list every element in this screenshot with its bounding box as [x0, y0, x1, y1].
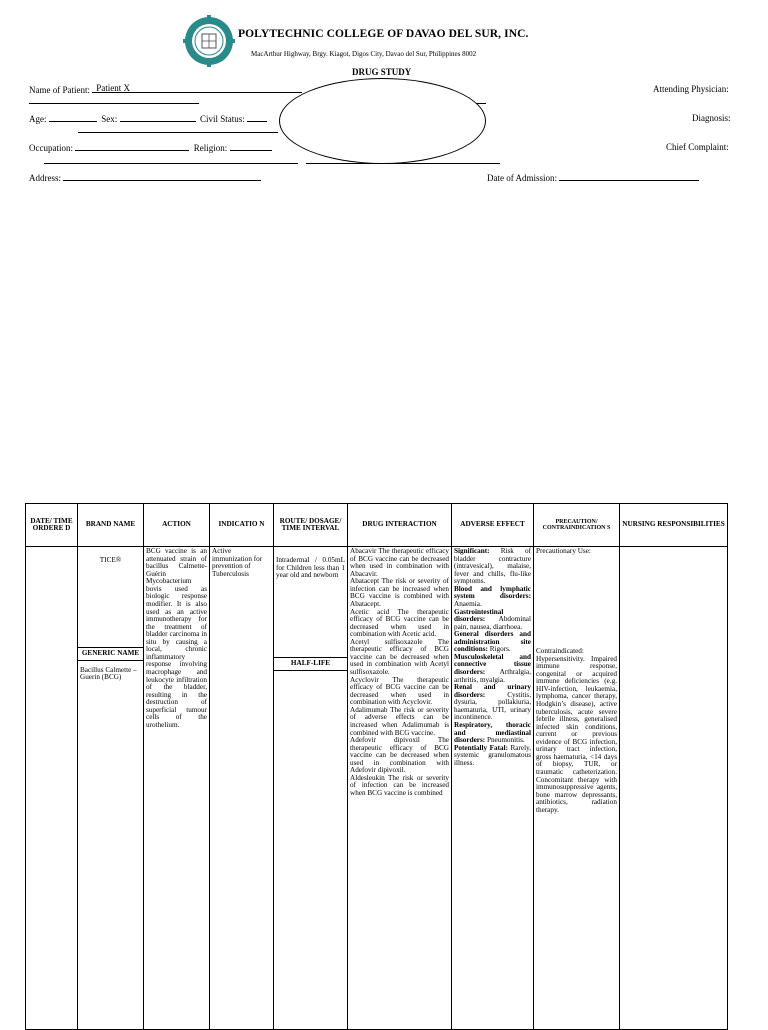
age-underline	[78, 132, 278, 133]
adverse-item: Significant: Risk of bladder contracture (intravesical), malaise, fever and chills, flu-like symptoms.	[454, 547, 531, 586]
sex-line[interactable]	[120, 113, 196, 122]
precaution-use: Precautionary Use:	[536, 547, 591, 555]
table-header-row	[26, 504, 728, 547]
college-logo	[183, 15, 235, 67]
cell-nursing	[620, 547, 728, 1030]
adverse-item: Renal and urinary disorders: Cystitis, dysuria, pollakiuria, haematuria, UTI, urinary incontinence.	[454, 683, 531, 722]
religion-line[interactable]	[230, 142, 272, 151]
adverse-item: Musculoskeletal and connective tissue disorders: Arthralgia, arthritis, myalgia.	[454, 652, 531, 684]
header-brand: BRAND NAME	[78, 504, 144, 547]
page-title: DRUG STUDY	[352, 67, 412, 77]
civil-status-label: Civil Status:	[200, 114, 245, 124]
interaction-item: Acyclovir The therapeutic efficacy of BCG vaccine can be decreased when used in combination with Acyclovir.	[350, 675, 449, 707]
name-line[interactable]	[92, 84, 302, 93]
header-precaution: PRECAUTION/ CONTRAINDICATION S	[534, 504, 620, 547]
interaction-item: Abatacept The risk or severity of infection can be increased when BCG vaccine is combined with Abatacept.	[350, 577, 449, 608]
redaction-ellipse	[279, 78, 486, 164]
header-adverse: ADVERSE EFFECT	[452, 504, 534, 547]
address-label: Address:	[29, 173, 61, 183]
adverse-item: Blood and lymphatic system disorders: Anaemia.	[454, 584, 531, 608]
name-label: Name of Patient:	[29, 85, 90, 95]
attending-physician-label: Attending Physician:	[653, 84, 729, 94]
name-field	[29, 84, 302, 95]
date-admission-label: Date of Admission:	[487, 173, 557, 183]
header-action: ACTION	[144, 504, 210, 547]
adverse-item: General disorders and administration site conditions: Rigors.	[454, 630, 531, 654]
diagnosis-label: Diagnosis:	[692, 113, 731, 123]
interaction-item: Acetic acid The therapeutic efficacy of BCG vaccine can be decreased when used in combination with Acetic acid.	[350, 607, 449, 639]
name-underline	[29, 103, 199, 104]
generic-name-value: Bacillus Calmette – Guerin (BCG)	[80, 665, 137, 682]
sex-label: Sex:	[101, 114, 118, 124]
cell-interaction	[348, 547, 452, 1030]
college-address: MacArthur Highway, Brgy. Kiagot, Digos City, Davao del Sur, Philippines 8002	[251, 50, 477, 58]
date-admission-field	[487, 172, 699, 183]
cell-date	[26, 547, 78, 1030]
cell-action: BCG vaccine is an attenuated strain of bacillus Calmette-Guérin Mycobacterium bovis used as biologic response modifier. It is also used as an active immunotherapy for the treatment of bladder carcinoma in situ by causing a local, chronic inflammatory response involving macrophage and leukocyte infiltration of the bladder, resulting in the destruction of superficial tumour cells of the urothelium.	[144, 547, 210, 1030]
cell-precaution	[534, 547, 620, 1030]
interaction-item: Aldesleukin The risk or severity of infection can be increased when BCG vaccine is combined	[350, 773, 449, 797]
age-label: Age:	[29, 114, 47, 124]
adverse-item: Potentially Fatal: Rarely, systemic granulomatous illness.	[454, 743, 531, 767]
name-value: Patient X	[96, 83, 130, 93]
occupation-religion-field	[29, 142, 272, 153]
interaction-item: Adefovir dipivoxil The therapeutic efficacy of BCG vaccine can be decreased when used in combination with Adefovir dipivoxil.	[350, 736, 449, 775]
half-life-header: HALF-LIFE	[274, 657, 347, 671]
drug-study-table	[25, 503, 728, 1030]
date-admission-line[interactable]	[559, 172, 699, 181]
chief-complaint-label: Chief Complaint:	[666, 142, 729, 152]
age-sex-civil-field	[29, 113, 267, 124]
cell-indication: Active immunization for prevention of Tuberculosis	[210, 547, 274, 1030]
address-line[interactable]	[63, 172, 261, 181]
age-line[interactable]	[49, 113, 97, 122]
header-interaction: DRUG INTERACTION	[348, 504, 452, 547]
header-route: ROUTE/ DOSAGE/ TIME INTERVAL	[274, 504, 348, 547]
cell-route	[274, 547, 348, 1030]
header-nursing: NURSING RESPONSIBILITIES	[620, 504, 728, 547]
brand-value: TICE®	[99, 556, 122, 564]
religion-label: Religion:	[193, 143, 228, 153]
occupation-line[interactable]	[75, 142, 189, 151]
occupation-underline	[44, 163, 298, 164]
header-date: DATE/ TIME ORDERE D	[26, 504, 78, 547]
civil-status-line[interactable]	[247, 113, 267, 122]
adverse-item: Gastrointestinal disorders: Abdominal pain, nausea, diarrhoea.	[454, 607, 531, 631]
table-row	[26, 547, 728, 1030]
occupation-label: Occupation:	[29, 143, 73, 153]
header-indication: INDICATIO N	[210, 504, 274, 547]
cell-brand	[78, 547, 144, 1030]
interaction-item: Abacavir The therapeutic efficacy of BCG vaccine can be decreased when used in combination with Abacavir.	[350, 548, 449, 578]
contraindicated-text: Contraindicated: Hypersensitivity. Impaired immune response, congenital or acquired immune deficiencies (e.g. HIV-infection, leukaemia, lymphoma, cancer therapy, Hodgkin’s disease), active tuberculosis, acute severe febrile illness, generalised infected skin conditions, current or previous evidence of BCG infection, urinary tract infection, gross haematuria, <14 days of biopsy, TUR, or traumatic catheterization. Concomitant therapy with immunosuppressive agents, bone marrow depressants, antibiotics, radiation therapy.	[536, 647, 617, 814]
interaction-item: Acetyl sulfisoxazole The therapeutic efficacy of BCG vaccine can be decreased when used in combination with Acetyl sulfisoxazole.	[350, 637, 449, 676]
generic-name-header: GENERIC NAME	[78, 647, 143, 661]
adverse-item: Respiratory, thoracic and mediastinal disorders: Pneumonitis.	[454, 720, 531, 745]
cell-adverse	[452, 547, 534, 1030]
address-field	[29, 172, 261, 183]
route-value: Intradermal / 0.05mL for Children less than 1 year old and newborn	[276, 556, 345, 580]
college-name: POLYTECHNIC COLLEGE OF DAVAO DEL SUR, INC.	[238, 28, 529, 40]
interaction-item: Adalimumab The risk or severity of adverse effects can be increased when Adalimumab is combined with BCG vaccine.	[350, 705, 449, 737]
